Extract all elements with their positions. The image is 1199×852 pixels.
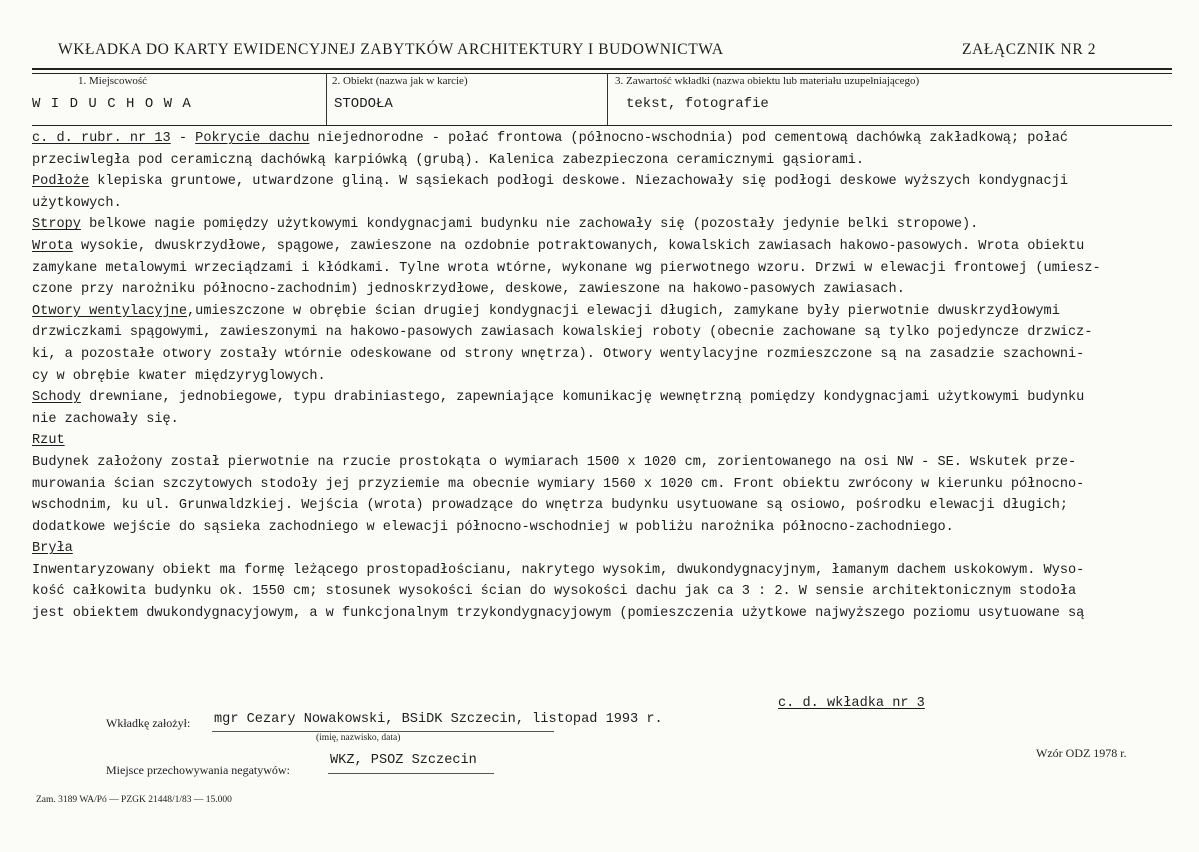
header-rule	[32, 68, 1172, 70]
text-line: czone przy narożniku północno-zachodnim) jednoskrzydłowe, deskowe, zawieszone na hakowo-pasowych zawiasach.	[32, 282, 905, 298]
text-line: murowania ścian szczytowych stodoły jej przyziemie ma obecnie wymiary 1560 x 1020 cm. Front obiektu zwrócony w kierunku północno-	[32, 476, 1085, 492]
field-1-value: W I D U C H O W A	[32, 96, 192, 112]
section-reference: c. d. rubr. nr 13	[32, 131, 171, 146]
text-line: drzwiczkami spągowymi, zawieszonymi na hakowo-pasowych zawiasach kowalskiej roboty (obecnie zachowane są tylko pojedyncze drzwicz-	[32, 325, 1093, 341]
field-1-label: 1. Miejscowość	[78, 75, 148, 87]
text-line: c. d. rubr. nr 13 - Pokrycie dachu niejednorodne - połać frontowa (północno-wschodnia) pod cementową dachówką zakładkową; połać	[32, 131, 1069, 146]
text-line: Otwory wentylacyjne,umieszczone w obrębie ścian drugiej kondygnacji elewacji długich, zamykane były pierwotnie dwuskrzydłowymi	[32, 303, 1060, 319]
text-line: użytkowych.	[32, 195, 122, 211]
heading-ceilings: Stropy	[32, 217, 81, 233]
field-3-label: 3. Zawartość wkładki (nazwa obiektu lub materiału uzupełniającego)	[615, 75, 920, 87]
heading-plan: Rzut	[32, 433, 65, 449]
header-rule-thin	[32, 73, 1172, 74]
heading-roof-covering: Pokrycie dachu	[195, 131, 310, 146]
print-note: Zam. 3189 WA/Pó — PZGK 21448/1/83 — 15.000	[36, 795, 232, 805]
model-note: Wzór ODZ 1978 r.	[1036, 746, 1127, 760]
text-line: wschodnim, ku ul. Grunwaldzkiej. Wejścia (wrota) prowadzące do wnętrza budynku usytuowane są osiowo, pośrodku elewacji długich;	[32, 498, 1069, 514]
text-line: ki, a pozostałe otwory zostały wtórnie odeskowane od strony wnętrza). Otwory wentylacyjne rozmieszczone są na zasadzie szachowni-	[32, 346, 1085, 362]
text-line	[32, 538, 1172, 560]
storage-underline	[328, 773, 494, 774]
field-2-label: 2. Obiekt (nazwa jak w karcie)	[332, 75, 468, 87]
text-line	[32, 430, 1172, 452]
text-line: Podłoże klepiska gruntowe, utwardzone gliną. W sąsiekach podłogi deskowe. Niezachowały się podłogi deskowe wyższych kondygnacji	[32, 174, 1069, 190]
text-line: Budynek założony został pierwotnie na rzucie prostokąta o wymiarach 1500 x 1020 cm, zorientowanego na osi NW - SE. Wskutek prze-	[32, 454, 1077, 470]
text-line: przeciwległa pod ceramiczną dachówką karpiówką (grubą). Kalenica zabezpieczona ceramicznymi gąsiorami.	[32, 152, 865, 168]
text-line: cy w obrębie kwater międzyryglowych.	[32, 368, 326, 384]
text-line: jest obiektem dwukondygnacyjowym, a w funkcjonalnym trzykondygnacyjowym (pomieszczenia użytkowe najwyższego poziomu usytuowane są	[32, 606, 1085, 622]
annex-number: ZAŁĄCZNIK NR 2	[962, 41, 1097, 58]
heading-massing: Bryła	[32, 541, 73, 557]
storage-value: WKZ, PSOZ Szczecin	[330, 753, 477, 768]
field-3-value: tekst, fotografie	[626, 96, 769, 112]
continuation-note: c. d. wkładka nr 3	[778, 696, 925, 711]
form-title: WKŁADKA DO KARTY EWIDENCYJNEJ ZABYTKÓW ARCHITEKTURY I BUDOWNICTWA	[58, 41, 724, 58]
heading-gates: Wrota	[32, 238, 73, 254]
founder-label: Wkładkę założył:	[106, 716, 191, 730]
fields-bottom-rule	[32, 125, 1172, 126]
heading-floor: Podłoże	[32, 174, 90, 190]
body-text	[32, 128, 1172, 625]
text-line: Schody drewniane, jednobiegowe, typu drabiniastego, zapewniające komunikację wewnętrzną pomiędzy kondygnacjami użytkowymi budynku	[32, 390, 1085, 406]
text-line: zamykane metalowymi wrzeciądzami i kłódkami. Tylne wrota wtórne, wykonane wg pierwotnego wzoru. Drzwi w elewacji frontowej (umiesz-	[32, 260, 1101, 276]
text-line: Stropy belkowe nagie pomiędzy użytkowymi kondygnacjami budynku nie zachowały się (pozostały jedynie belki stropowe).	[32, 217, 979, 233]
text-line: Wrota wysokie, dwuskrzydłowe, spągowe, zawieszone na ozdobnie potraktowanych, kowalskich zawiasach hakowo-pasowych. Wrota obiektu	[32, 238, 1085, 254]
field-2-value: STODOŁA	[334, 96, 393, 112]
founder-value: mgr Cezary Nowakowski, BSiDK Szczecin, listopad 1993 r.	[214, 712, 663, 727]
field-divider-2	[607, 73, 608, 125]
text-line: dodatkowe wejście do sąsieka zachodniego w elewacji północno-wschodniej w pobliżu narożnika północno-zachodniego.	[32, 519, 954, 535]
founder-caption: (imię, nazwisko, data)	[316, 733, 401, 743]
heading-vents: Otwory wentylacyjne	[32, 303, 187, 319]
heading-stairs: Schody	[32, 390, 81, 406]
founder-underline	[212, 731, 554, 732]
text-line: kość całkowita budynku ok. 1550 cm; stosunek wysokości ścian do wysokości dachu jak ca 3 : 2. W sensie architektonicznym stodoła	[32, 584, 1077, 600]
field-divider-1	[326, 73, 327, 125]
text-line: Inwentaryzowany obiekt ma formę leżącego prostopadłościanu, nakrytego wysokim, dwukondygnacyjnym, łamanym dachem uskokowym. Wyso-	[32, 562, 1085, 578]
storage-label: Miejsce przechowywania negatywów:	[106, 763, 290, 777]
text-line: nie zachowały się.	[32, 411, 179, 427]
